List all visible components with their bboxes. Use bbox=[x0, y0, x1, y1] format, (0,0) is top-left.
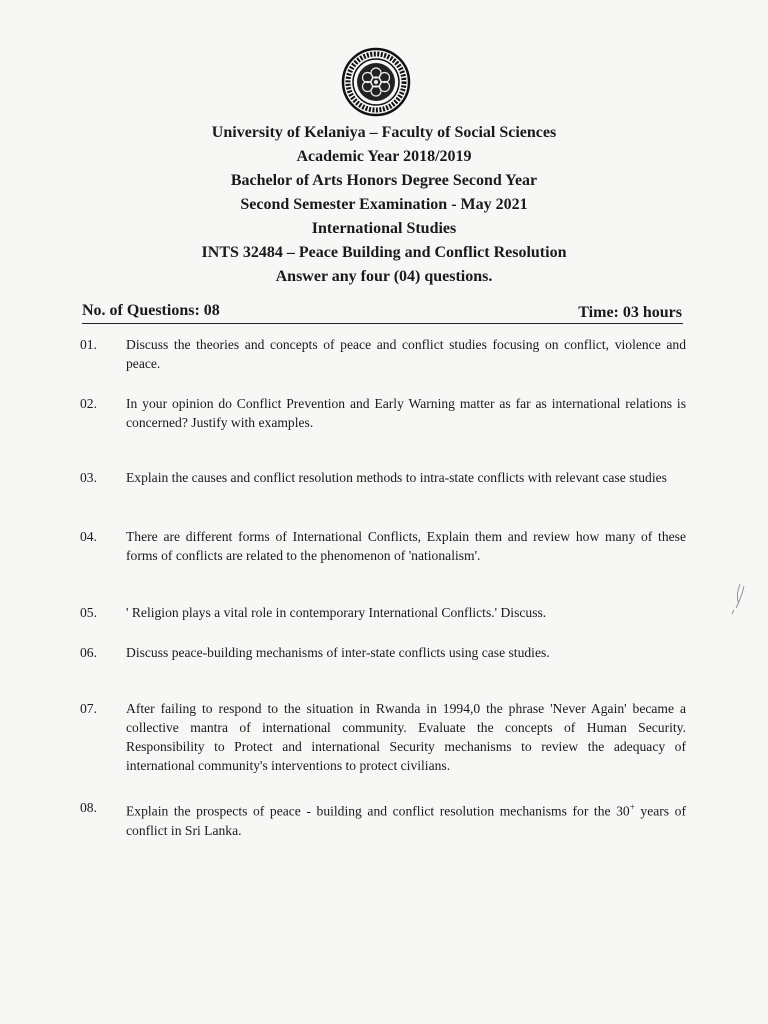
question-text: Discuss the theories and concepts of peace and conflict studies focusing on conflict, violence and peace. bbox=[126, 337, 686, 371]
question-item bbox=[80, 643, 686, 662]
question-number: 07. bbox=[80, 701, 97, 716]
university-crest-icon bbox=[341, 47, 411, 117]
pencil-mark-icon bbox=[726, 580, 756, 620]
question-text: ' Religion plays a vital role in contemporary International Conflicts.' Discuss. bbox=[126, 605, 547, 620]
question-text: In your opinion do Conflict Prevention and Early Warning matter as far as international relations is concerned? Justify with examples. bbox=[126, 396, 686, 430]
question-count: No. of Questions: 08 bbox=[82, 302, 220, 319]
question-text: There are different forms of International Conflicts, Explain them and review how many of these forms of conflicts are related to the phenomenon of 'nationalism'. bbox=[126, 529, 686, 563]
header-divider bbox=[82, 323, 683, 324]
question-text: After failing to respond to the situation in Rwanda in 1994,0 the phrase 'Never Again' became a collective mantra of international community. Evaluate the concepts of Human Security. Responsibility to Protect and international Security mechanisms to review the adequacy of international community's interventions to protect civilians. bbox=[126, 701, 686, 773]
question-number: 03. bbox=[80, 470, 97, 485]
question-text: Discuss peace-building mechanisms of inter-state conflicts using case studies. bbox=[126, 645, 550, 660]
header-examination: Second Semester Examination - May 2021 bbox=[240, 196, 528, 213]
exam-header bbox=[0, 121, 768, 265]
question-number: 02. bbox=[80, 396, 97, 411]
header-degree: Bachelor of Arts Honors Degree Second Year bbox=[230, 172, 538, 189]
exam-instruction: Answer any four (04) questions. bbox=[275, 268, 493, 285]
superscript-plus: + bbox=[629, 802, 635, 812]
question-item bbox=[80, 603, 686, 622]
exam-duration: Time: 03 hours bbox=[578, 304, 682, 321]
question-item bbox=[80, 527, 686, 565]
question-text-part: Explain the prospects of peace - building and conflict resolution mechanisms for the 30 bbox=[126, 803, 630, 819]
header-course: INTS 32484 – Peace Building and Conflict Resolution bbox=[201, 244, 567, 261]
question-item bbox=[80, 468, 686, 487]
question-text: Explain the causes and conflict resolution methods to intra-state conflicts with relevant case studies bbox=[126, 470, 667, 485]
question-number: 08. bbox=[80, 800, 97, 815]
question-number: 06. bbox=[80, 645, 97, 660]
question-number: 05. bbox=[80, 605, 97, 620]
question-item bbox=[80, 699, 686, 775]
header-university: University of Kelaniya – Faculty of Social Sciences bbox=[211, 124, 557, 141]
question-text bbox=[126, 798, 686, 840]
question-item bbox=[80, 798, 686, 840]
header-academic-year: Academic Year 2018/2019 bbox=[296, 148, 472, 165]
header-subject: International Studies bbox=[311, 220, 457, 237]
question-number: 04. bbox=[80, 529, 97, 544]
question-number: 01. bbox=[80, 337, 97, 352]
question-text-part: years of conflict in Sri Lanka. bbox=[126, 803, 686, 838]
question-item bbox=[80, 335, 686, 373]
question-item bbox=[80, 394, 686, 432]
